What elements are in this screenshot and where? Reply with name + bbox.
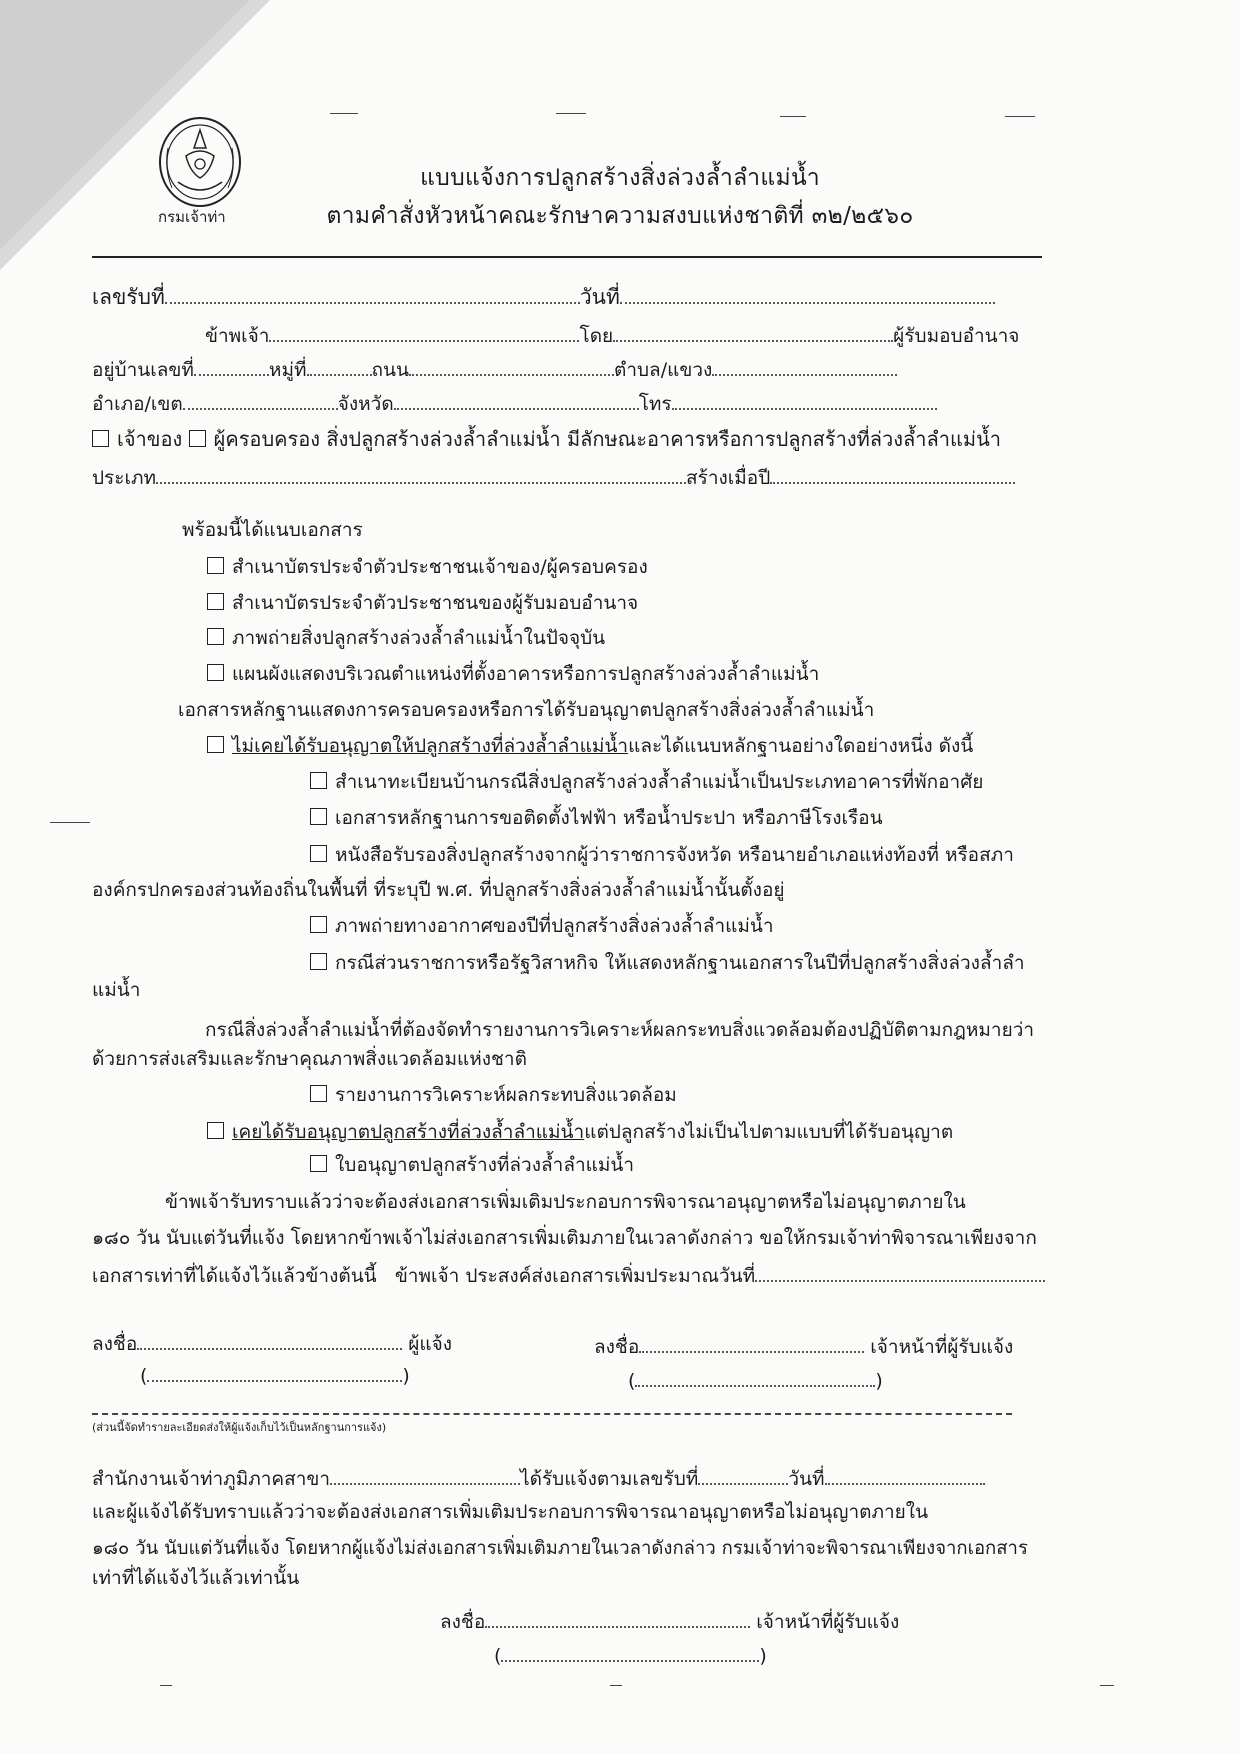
built-year-field[interactable] [770,464,1015,484]
attachment-checkbox[interactable] [207,593,224,610]
date-label: วันที่ [579,285,620,309]
tear-note: (ส่วนนี้จัดทำรายละเอียดส่งให้ผู้แจ้งเก็บไว้เป็นหลักฐานการแจ้ง) [92,1421,387,1434]
built-year-label: สร้างเมื่อปี [686,467,771,489]
receipt-officer-name: ( ) [494,1642,767,1668]
receipt-line: เท่าที่ได้แจ้งไว้แล้วเท่านั้น [92,1567,300,1589]
phone-label: โทร [638,393,672,415]
attachment-item: ภาพถ่ายสิ่งปลูกสร้างล่วงล้ำลำแม่น้ำในปัจจุบัน [207,626,605,650]
name-field[interactable] [269,322,579,342]
sub-option: กรณีส่วนราชการหรือรัฐวิสาหกิจ ให้แสดงหลักฐานเอกสารในปีที่ปลูกสร้างสิ่งล่วงล้ำลำ [310,951,1025,975]
received-no-field[interactable] [698,1465,788,1485]
sub-option: หนังสือรับรองสิ่งปลูกสร้างจากผู้ว่าราชการจังหวัด หรือนายอำเภอแห่งท้องที่ หรือสภา [310,843,1014,867]
address-row [92,356,897,382]
never-permitted-checkbox[interactable] [207,736,224,753]
ownership-row [92,427,1001,451]
district-field[interactable] [183,390,338,410]
house-reg-checkbox[interactable] [310,772,327,789]
permit-doc-option: ใบอนุญาตปลูกสร้างที่ล่วงล้ำลำแม่น้ำ [310,1153,634,1177]
receipt-line: และผู้แจ้งได้รับทราบแล้วว่าจะต้องส่งเอกสารเพิ่มเติมประกอบการพิจารณาอนุญาตหรือไม่อนุญาตภายใน [92,1501,929,1523]
by-label: โดย [579,325,614,347]
seal-caption: กรมเจ้าท่า [158,208,226,226]
house-no-field[interactable] [194,356,269,376]
officer-signature: ลงชื่อ เจ้าหน้าที่ผู้รับแจ้ง [594,1333,1013,1359]
province-field[interactable] [394,390,639,410]
officer-signature-field[interactable] [639,1333,864,1353]
phone-field[interactable] [672,390,937,410]
utility-checkbox[interactable] [310,808,327,825]
receipt-row [92,284,995,309]
owner-label: เจ้าของ [117,427,183,451]
permitted-checkbox[interactable] [207,1122,224,1139]
eia-report-checkbox[interactable] [310,1085,327,1102]
owner-checkbox[interactable] [92,430,109,447]
acknowledge-line: ข้าพเจ้ารับทราบแล้วว่าจะต้องส่งเอกสารเพิ่มเติมประกอบการพิจารณาอนุญาตหรือไม่อนุญาตภายใน [165,1191,966,1213]
tear-line [92,1413,1012,1415]
certificate-checkbox[interactable] [310,845,327,862]
eia-paragraph-line: กรณีสิ่งล่วงล้ำลำแม่น้ำที่ต้องจัดทำรายงานการวิเคราะห์ผลกระทบสิ่งแวดล้อมต้องปฏิบัติตามกฎหมายว่า [205,1019,1035,1041]
form-subtitle: ตามคำสั่งหัวหน้าคณะรักษาความสงบแห่งชาติที่ ๓๒/๒๕๖๐ [326,203,914,229]
date-field[interactable] [620,284,995,304]
sub-option: สำเนาทะเบียนบ้านกรณีสิ่งปลูกสร้างล่วงล้ำลำแม่น้ำเป็นประเภทอาคารที่พักอาศัย [310,770,983,794]
office-field[interactable] [330,1465,520,1485]
permitted-option: เคยได้รับอนุญาตปลูกสร้างที่ล่วงล้ำลำแม่น้ำแต่ปลูกสร้างไม่เป็นไปตามแบบที่ได้รับอนุญาต [207,1120,953,1144]
eia-paragraph-line: ด้วยการส่งเสริมและรักษาคุณภาพสิ่งแวดล้อมแห่งชาติ [92,1048,527,1070]
attachment-item: แผนผังแสดงบริเวณตำแหน่งที่ตั้งอาคารหรือการปลูกสร้างล่วงล้ำลำแม่น้ำ [207,662,819,686]
receipt-line: ๑๘๐ วัน นับแต่วันที่แจ้ง โดยหากผู้แจ้งไม่ส่งเอกสารเพิ่มเติมภายในเวลาดังกล่าว กรมเจ้าท่าจะพิจารณาเพียงจากเอกสาร [92,1538,1028,1559]
moo-field[interactable] [307,356,372,376]
authorized-label: ผู้รับมอบอำนาจ [893,325,1020,347]
evidence-heading: เอกสารหลักฐานแสดงการครอบครองหรือการได้รับอนุญาตปลูกสร้างสิ่งล่วงล้ำลำแม่น้ำ [178,699,875,721]
type-row [92,464,1015,490]
road-label: ถนน [371,359,409,381]
receipt-officer-signature: ลงชื่อ เจ้าหน้าที่ผู้รับแจ้ง [440,1608,899,1634]
receipt-no-field[interactable] [165,284,580,304]
house-no-label: อยู่บ้านเลขที่ [92,359,194,381]
notifier-name: ( ) [140,1362,410,1388]
aerial-checkbox[interactable] [310,916,327,933]
possessor-label: ผู้ครอบครอง [213,427,321,451]
planned-date-field[interactable] [755,1262,1045,1282]
notifier-signature-field[interactable] [137,1330,402,1350]
possessor-checkbox[interactable] [189,430,206,447]
header-rule [92,256,1042,258]
sub-option: ภาพถ่ายทางอากาศของปีที่ปลูกสร้างสิ่งล่วงล้ำลำแม่น้ำ [310,914,774,938]
i-label: ข้าพเจ้า [205,325,270,347]
received-date-field[interactable] [825,1465,985,1485]
attachment-item: สำเนาบัตรประจำตัวประชาชนของผู้รับมอบอำนาจ [207,591,638,615]
attachment-item: สำเนาบัตรประจำตัวประชาชนเจ้าของ/ผู้ครอบครอง [207,555,648,579]
notifier-name-field[interactable] [147,1362,402,1382]
district-label: อำเภอ/เขต [92,393,183,415]
government-checkbox[interactable] [310,953,327,970]
district-row [92,390,937,416]
form-title: แบบแจ้งการปลูกสร้างสิ่งล่วงล้ำลำแม่น้ำ [420,165,820,191]
attachment-checkbox[interactable] [207,628,224,645]
sub-option-continuation: แม่น้ำ [92,979,141,1001]
attachment-checkbox[interactable] [207,664,224,681]
notifier-signature: ลงชื่อ ผู้แจ้ง [92,1330,452,1356]
officer-name: ( ) [628,1367,883,1393]
attachment-checkbox[interactable] [207,557,224,574]
acknowledge-line: ๑๘๐ วัน นับแต่วันที่แจ้ง โดยหากข้าพเจ้าไม่ส่งเอกสารเพิ่มเติมภายในเวลาดังกล่าว ขอให้กรมเจ้าท่าพิจารณาเพียงจาก [92,1227,1037,1249]
sub-option: เอกสารหลักฐานการขอติดตั้งไฟฟ้า หรือน้ำประปา หรือภาษีโรงเรือน [310,806,883,830]
sub-option-continuation: องค์กรปกครองส่วนท้องถิ่นในพื้นที่ ที่ระบุปี พ.ศ. ที่ปลูกสร้างสิ่งล่วงล้ำลำแม่น้ำนั้นตั้งอยู่ [92,879,785,901]
name-row [205,322,1019,348]
permit-doc-checkbox[interactable] [310,1155,327,1172]
authorized-name-field[interactable] [613,322,893,342]
never-permitted-option: ไม่เคยได้รับอนุญาตให้ปลูกสร้างที่ล่วงล้ำลำแม่น้ำและได้แนบหลักฐานอย่างใดอย่างหนึ่ง ดังนี้ [207,734,973,758]
type-field[interactable] [156,464,686,484]
acknowledge-line: เอกสารเท่าที่ได้แจ้งไว้แล้วข้างต้นนี้ ข้าพเจ้า ประสงค์ส่งเอกสารเพิ่มประมาณวันที่ [92,1262,1045,1288]
road-field[interactable] [409,356,614,376]
receipt-officer-signature-field[interactable] [485,1608,750,1628]
subdistrict-label: ตำบล/แขวง [613,359,713,381]
receipt-no-label: เลขรับที่ [92,285,165,309]
subdistrict-field[interactable] [712,356,897,376]
eia-report-option: รายงานการวิเคราะห์ผลกระทบสิ่งแวดล้อม [310,1083,677,1107]
moo-label: หมู่ที่ [268,359,307,381]
structure-description: สิ่งปลูกสร้างล่วงล้ำลำแม่น้ำ มีลักษณะอาคารหรือการปลูกสร้างที่ล่วงล้ำลำแม่น้ำ [326,427,1001,451]
attachments-heading: พร้อมนี้ได้แนบเอกสาร [182,519,363,541]
province-label: จังหวัด [337,393,394,415]
officer-name-field[interactable] [635,1367,875,1387]
receipt-office-row: สำนักงานเจ้าท่าภูมิภาคสาขา ได้รับแจ้งตามเลขรับที่ วันที่ [92,1465,985,1491]
type-label: ประเภท [92,467,157,489]
receipt-officer-name-field[interactable] [501,1642,759,1662]
